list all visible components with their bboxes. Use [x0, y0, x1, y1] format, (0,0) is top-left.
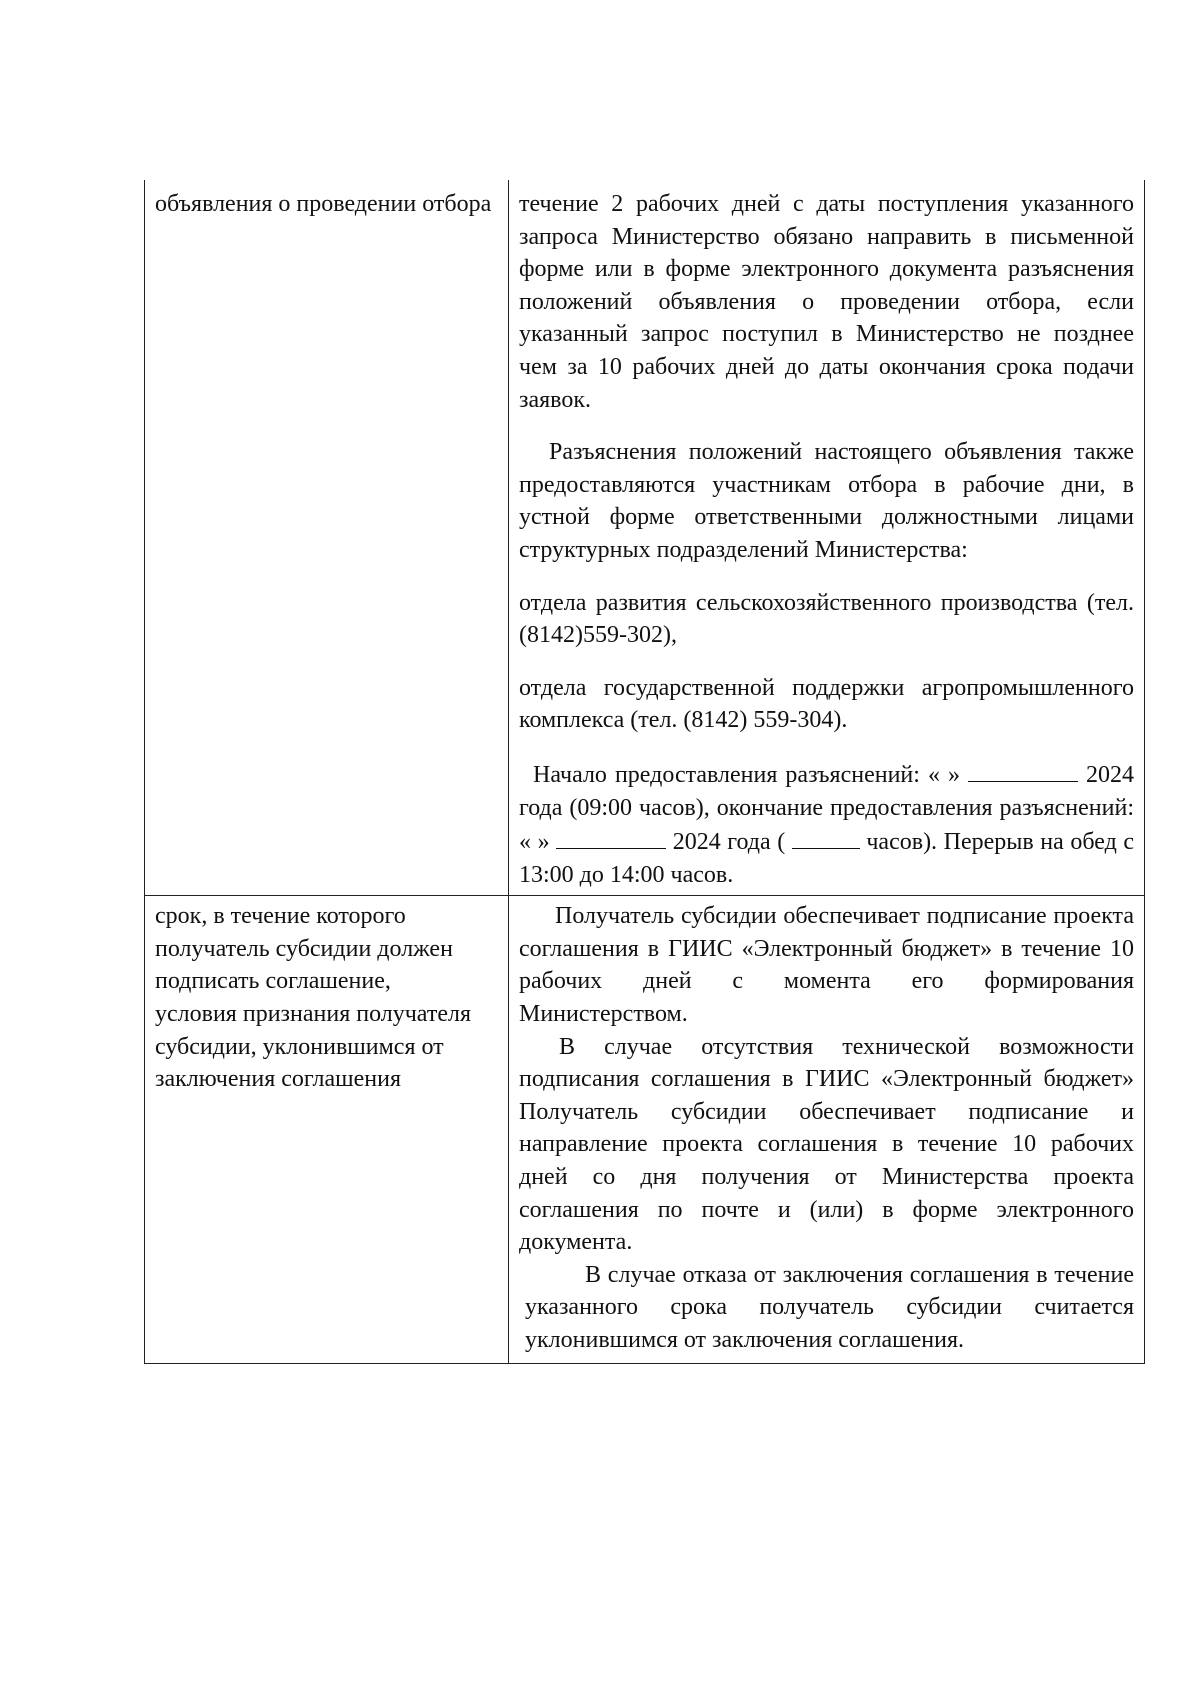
cell-text: объявления о проведении отбора	[155, 191, 492, 217]
paragraph: В случае отказа от заключения соглашения в течение указанного срока получатель субсидии считается уклонившимся от заключения соглашения.	[525, 1261, 1134, 1353]
cell-text: условия признания получателя субсидии, уклонившимся от заключения соглашения	[155, 1001, 471, 1093]
paragraph: Разъяснения положений настоящего объявления также предоставляются участникам отбора в рабочие дни, в устной форме ответственными должностными лицами структурных подразделений Министерства:	[519, 439, 1134, 563]
paragraph: течение 2 рабочих дней с даты поступления указанного запроса Министерство обязано направить в письменной форме или в форме электронного документа разъяснения положений объявления о проведении отбора, если указанный запрос поступил в Министерство не позднее чем за 10 рабочих дней до даты окончания срока подачи заявок.	[519, 191, 1134, 413]
table-row	[145, 180, 1145, 896]
table-cell-label	[145, 180, 509, 896]
cell-text: срок, в течение которого получатель субсидии должен подписать соглашение,	[155, 903, 453, 995]
paragraph: отдела государственной поддержки агропромышленного комплекса (тел. (8142) 559-304).	[519, 674, 1134, 734]
text-run: Начало предоставления разъяснений: « »	[533, 761, 968, 788]
table-cell-label	[145, 896, 509, 1363]
table-cell-content	[509, 180, 1145, 896]
table-row	[145, 896, 1145, 1363]
blank-line	[968, 757, 1078, 782]
blank-line	[556, 824, 666, 849]
paragraph: В случае отсутствия технической возможности подписания соглашения в ГИИС «Электронный бюджет» Получатель субсидии обеспечивает подписание и направление проекта соглашения в течение 10 рабочих дней со дня получения от Министерства проекта соглашения по почте и (или) в форме электронного документа.	[519, 1033, 1134, 1256]
paragraph: Получатель субсидии обеспечивает подписание проекта соглашения в ГИИС «Электронный бюджет» в течение 10 рабочих дней с момента его формирования Министерством.	[519, 903, 1134, 1028]
blank-line	[792, 824, 860, 849]
document-table	[144, 180, 1145, 1364]
text-run: часов). Перерыв на обед с 13:00 до 14:00 часов.	[519, 829, 1134, 888]
paragraph	[519, 757, 1134, 891]
text-run: 2024 года (09:00 часов), окончание предоставления разъяснений: « »	[519, 761, 1134, 856]
text-run: 2024 года (	[666, 829, 792, 856]
paragraph: отдела развития сельскохозяйственного производства (тел. (8142)559-302),	[519, 589, 1134, 649]
table-cell-content	[509, 896, 1145, 1363]
